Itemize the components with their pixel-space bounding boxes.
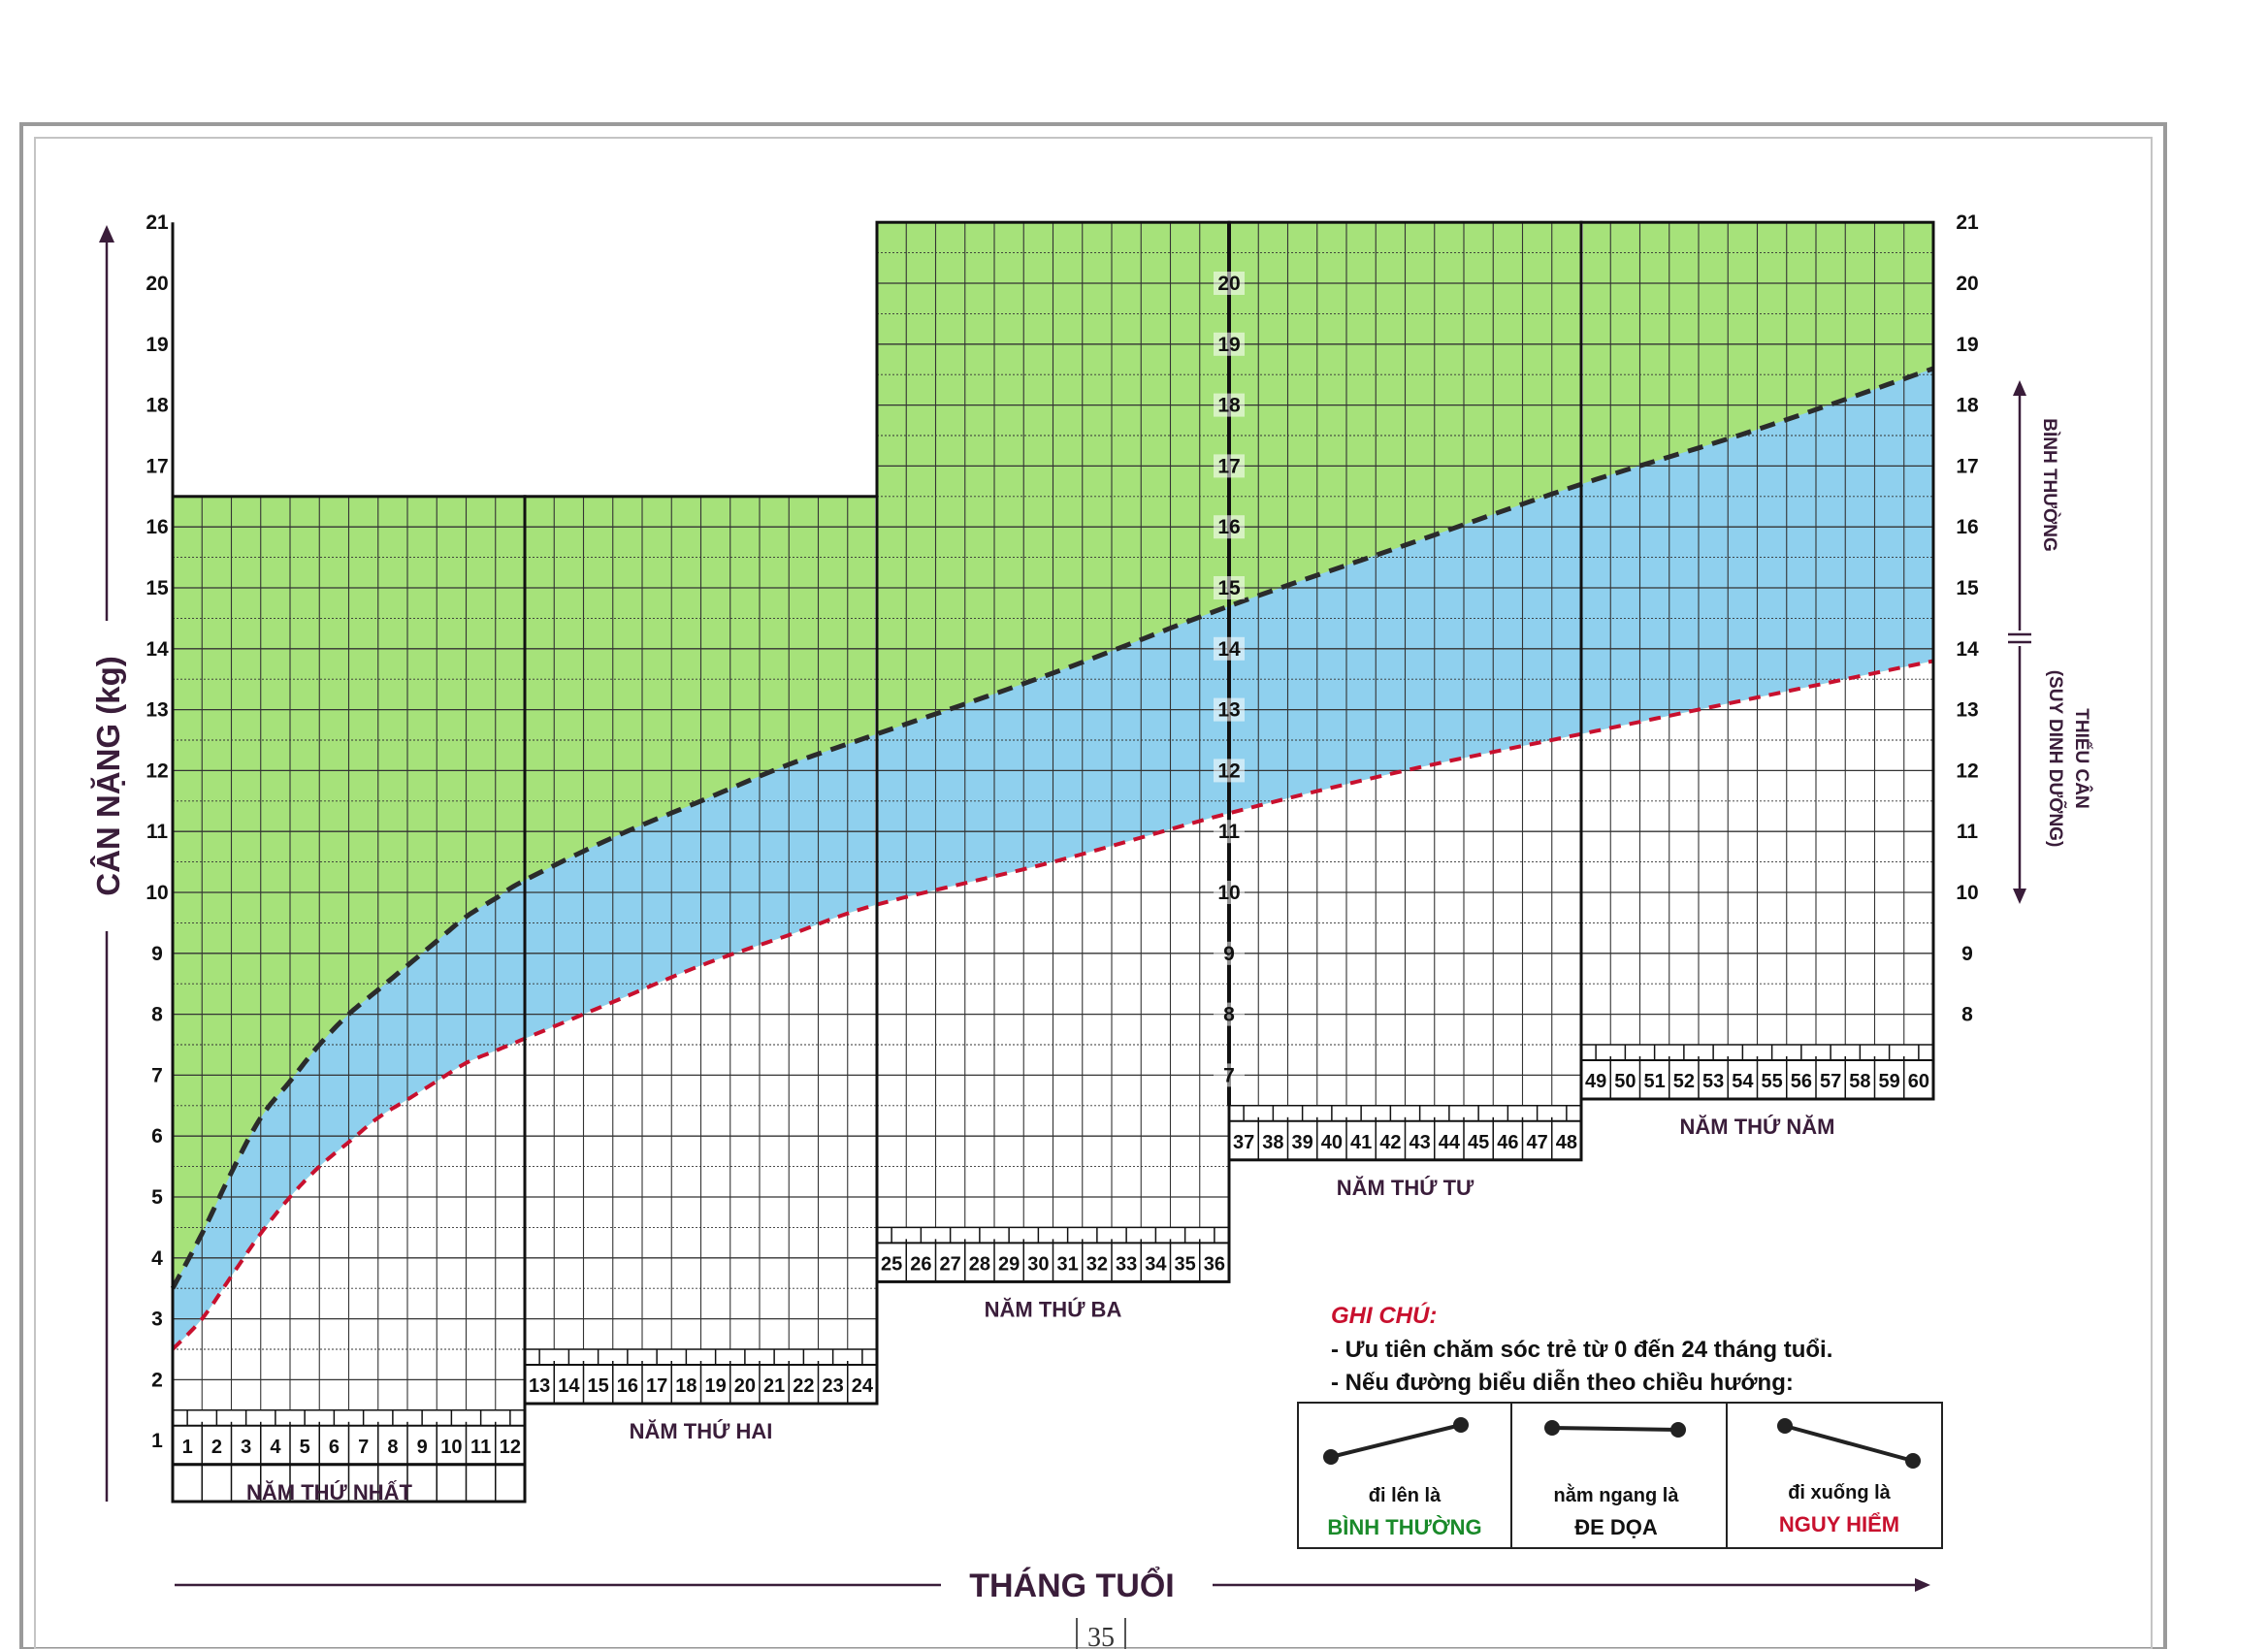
y-tick-left: 17	[146, 455, 169, 478]
month-label: 38	[1262, 1131, 1284, 1153]
y-tick-right: 15	[1956, 577, 1979, 599]
side-label-normal: BÌNH THƯỜNG	[2039, 418, 2059, 552]
legend-down-start-dot	[1777, 1418, 1793, 1434]
month-label: 43	[1409, 1131, 1431, 1153]
month-label: 23	[822, 1375, 844, 1397]
month-label: 47	[1526, 1131, 1548, 1153]
month-label: 1	[181, 1436, 193, 1458]
legend-flat-end-dot	[1670, 1422, 1686, 1438]
side-label-underweight-sub: (SUY DINH DƯỠNG)	[2045, 669, 2065, 848]
month-label: 12	[499, 1436, 521, 1458]
month-label: 7	[358, 1436, 370, 1458]
y-tick-left: 9	[151, 942, 163, 965]
month-label: 15	[587, 1375, 609, 1397]
side-label-underweight: THIẾU CÂN	[2071, 708, 2091, 809]
legend-down-caption: đi xuống là	[1788, 1482, 1891, 1504]
month-label: 60	[1907, 1071, 1929, 1092]
y-tick-center: 20	[1217, 273, 1241, 295]
y-axis-title: CÂN NẶNG (kg)	[90, 656, 126, 896]
legend-flat-line	[1552, 1428, 1678, 1430]
month-label: 6	[328, 1436, 340, 1458]
y-tick-left: 5	[151, 1186, 163, 1209]
month-label: 10	[440, 1436, 463, 1458]
month-label: 51	[1643, 1071, 1666, 1092]
legend-down-end-dot	[1905, 1453, 1921, 1469]
month-label: 3	[241, 1436, 252, 1458]
month-label: 49	[1585, 1071, 1607, 1092]
legend-flat-start-dot	[1544, 1420, 1560, 1436]
y-tick-right: 9	[1961, 942, 1973, 965]
y-axis-arrowhead	[99, 225, 114, 242]
month-label: 59	[1878, 1071, 1900, 1092]
y-tick-left: 1	[151, 1430, 163, 1453]
month-label: 2	[211, 1436, 222, 1458]
y-tick-center: 15	[1217, 577, 1241, 599]
page-number-group	[1077, 1618, 1125, 1649]
y-tick-right: 8	[1961, 1003, 1973, 1026]
y-tick-left: 10	[146, 882, 169, 904]
y-tick-right: 10	[1956, 882, 1979, 904]
month-label: 5	[299, 1436, 310, 1458]
month-label: 9	[416, 1436, 428, 1458]
x-axis-title: THÁNG TUỔI	[969, 1568, 1175, 1604]
underweight-arrowhead	[2013, 889, 2026, 904]
month-label: 18	[675, 1375, 697, 1397]
month-label: 14	[558, 1375, 580, 1397]
y-tick-center: 12	[1217, 760, 1241, 783]
month-label: 8	[387, 1436, 399, 1458]
month-label: 44	[1438, 1131, 1460, 1153]
month-label: 41	[1350, 1131, 1373, 1153]
y-tick-center: 17	[1217, 455, 1241, 478]
y-tick-left: 12	[146, 760, 169, 783]
month-label: 27	[939, 1253, 961, 1276]
y-tick-left: 4	[151, 1246, 163, 1270]
month-label: 40	[1320, 1131, 1343, 1153]
x-axis-arrowhead	[1915, 1578, 1930, 1592]
y-tick-center: 18	[1217, 394, 1241, 417]
month-label: 24	[851, 1375, 873, 1397]
y-tick-center: 13	[1217, 698, 1241, 722]
y-tick-center: 14	[1217, 637, 1241, 661]
y-tick-center: 19	[1217, 333, 1241, 356]
month-label: 19	[704, 1375, 727, 1397]
month-label: 33	[1116, 1253, 1138, 1276]
y-tick-right: 12	[1956, 760, 1979, 783]
year-label: NĂM THỨ BA	[984, 1297, 1122, 1322]
y-tick-left: 13	[146, 698, 169, 722]
y-tick-right: 17	[1956, 455, 1979, 478]
y-tick-center: 16	[1217, 516, 1241, 539]
month-label: 22	[793, 1375, 815, 1397]
month-label: 36	[1203, 1253, 1225, 1276]
y-tick-left: 15	[146, 577, 169, 599]
y-tick-left: 3	[151, 1308, 163, 1331]
y-tick-left: 21	[146, 211, 169, 235]
y-tick-right: 11	[1956, 821, 1979, 844]
notes-title: GHI CHÚ:	[1331, 1303, 1438, 1329]
month-label: 56	[1790, 1071, 1812, 1092]
y-tick-left: 19	[146, 333, 169, 356]
y-tick-left: 14	[146, 637, 169, 661]
y-tick-right: 18	[1956, 394, 1979, 417]
month-label: 28	[968, 1253, 990, 1276]
month-label: 48	[1555, 1131, 1577, 1153]
y-tick-left: 7	[151, 1064, 163, 1087]
y-tick-left: 20	[146, 273, 169, 295]
month-label: 54	[1732, 1071, 1754, 1092]
status-side-labels	[2008, 380, 2092, 904]
year-label: NĂM THỨ NĂM	[1679, 1115, 1835, 1139]
month-label: 57	[1820, 1071, 1842, 1092]
y-tick-center: 11	[1217, 821, 1241, 844]
y-tick-center: 8	[1223, 1003, 1235, 1026]
month-label: 11	[470, 1436, 492, 1458]
y-tick-right: 21	[1956, 211, 1979, 235]
y-tick-center: 7	[1223, 1064, 1235, 1087]
legend-up-caption: đi lên là	[1368, 1485, 1442, 1506]
legend-up-end-dot	[1453, 1417, 1469, 1433]
y-tick-left: 8	[151, 1003, 163, 1026]
year-label: NĂM THỨ NHẤT	[245, 1479, 413, 1504]
y-axis-title-group	[85, 225, 128, 1502]
normal-arrowhead	[2013, 380, 2026, 396]
month-label: 16	[616, 1375, 638, 1397]
y-tick-left: 11	[146, 821, 169, 844]
year-label: NĂM THỨ TƯ	[1336, 1175, 1474, 1200]
month-label: 20	[733, 1375, 756, 1397]
y-tick-right: 20	[1956, 273, 1979, 295]
y-tick-left: 18	[146, 394, 169, 417]
y-tick-left: 6	[151, 1125, 163, 1148]
y-tick-left: 16	[146, 516, 169, 539]
legend-flat-status: ĐE DỌA	[1574, 1515, 1658, 1539]
month-label: 29	[998, 1253, 1021, 1276]
month-label: 58	[1849, 1071, 1871, 1092]
month-label: 52	[1672, 1071, 1695, 1092]
month-label: 30	[1027, 1253, 1050, 1276]
y-tick-center: 10	[1217, 882, 1241, 904]
legend-up-start-dot	[1323, 1449, 1339, 1465]
y-tick-right: 13	[1956, 698, 1979, 722]
month-label: 32	[1085, 1253, 1108, 1276]
month-label: 50	[1614, 1071, 1636, 1092]
month-label: 26	[910, 1253, 932, 1276]
y-tick-right: 14	[1956, 637, 1979, 661]
y-tick-right: 19	[1956, 333, 1979, 356]
month-label: 4	[270, 1436, 281, 1458]
notes-line-2: - Nếu đường biểu diễn theo chiều hướng:	[1331, 1370, 1794, 1396]
page-number: 35	[1087, 1623, 1115, 1649]
month-label: 37	[1233, 1131, 1255, 1153]
month-label: 46	[1497, 1131, 1519, 1153]
notes-line-1: - Ưu tiên chăm sóc trẻ từ 0 đến 24 tháng tuổi.	[1331, 1337, 1833, 1363]
month-label: 25	[881, 1253, 903, 1276]
month-label: 53	[1702, 1071, 1725, 1092]
month-label: 13	[529, 1375, 551, 1397]
month-label: 35	[1174, 1253, 1196, 1276]
month-label: 31	[1056, 1253, 1079, 1276]
legend-flat-caption: nằm ngang là	[1553, 1485, 1679, 1506]
y-tick-right: 16	[1956, 516, 1979, 539]
month-label: 45	[1468, 1131, 1490, 1153]
month-label: 55	[1761, 1071, 1783, 1092]
legend-down-status: NGUY HIỂM	[1778, 1512, 1900, 1536]
legend-up-status: BÌNH THƯỜNG	[1327, 1515, 1482, 1539]
month-label: 42	[1379, 1131, 1402, 1153]
month-label: 17	[646, 1375, 668, 1397]
month-label: 39	[1291, 1131, 1313, 1153]
y-tick-center: 9	[1223, 942, 1235, 965]
year-label: NĂM THỨ HAI	[629, 1419, 773, 1443]
y-tick-left: 2	[151, 1369, 163, 1392]
month-label: 34	[1145, 1253, 1167, 1276]
x-axis-title-group	[175, 1568, 1930, 1604]
month-label: 21	[763, 1375, 786, 1397]
